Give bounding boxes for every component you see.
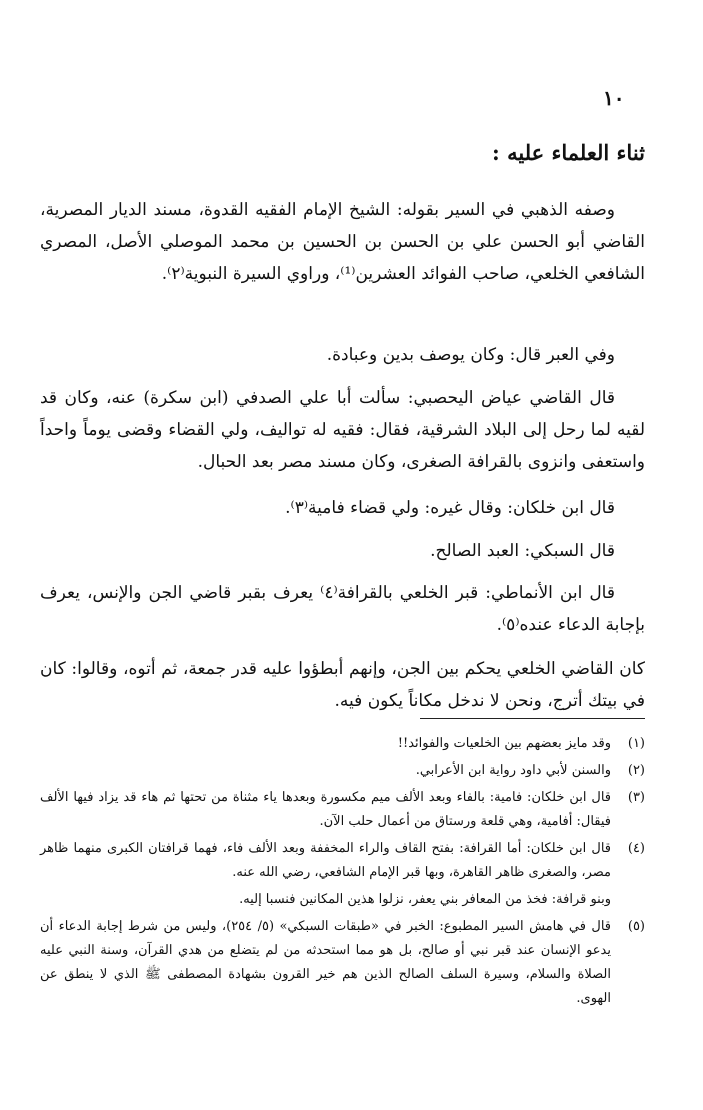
paragraph-zahabi: وصفه الذهبي في السير بقوله: الشيخ الإمام الفقيه القدوة، مسند الديار المصرية، القاضي أبو الحسن علي بن الحسن بن الحسين بن محمد الموصلي الأصل، المصري الشافعي الخلعي، صاحب الفوائد العشرين⁽¹⁾، وراوي السيرة النبوية⁽٢⁾.	[40, 200, 645, 284]
footnote-number: (٤)	[627, 841, 645, 856]
footnote-text: قال ابن خلكان: أما القرافة: بفتح القاف والراء المخففة وبعد الألف فاء، فهما قرافتان الكبرى منهما ظاهر مصر، والصغرى ظاهر القاهرة، وبها قبر الإمام الشافعي، رضي الله عنه.	[40, 841, 611, 880]
paragraph-iyad: قال القاضي عياض اليحصبي: سألت أبا علي الصدفي (ابن سكرة) عنه، وكان قد لقيه لما رحل إلى البلاد الشرقية، فقال: فقيه له تواليف، ولي القضاء وقضى يوماً واحداً واستعفى وانزوى بالقرافة الصغرى، وكان مسند مصر بعد الحبال.	[40, 388, 645, 472]
footnote-divider	[420, 718, 645, 719]
footnote	[40, 837, 645, 885]
footnotes	[40, 732, 645, 1014]
footnote-number: (٥)	[627, 919, 645, 934]
footnote	[40, 759, 645, 783]
footnote-text: وقد مايز بعضهم بين الخلعيات والفوائد!!	[397, 736, 611, 751]
paragraph-jinn: كان القاضي الخلعي يحكم بين الجن، وإنهم أبطؤوا عليه قدر جمعة، ثم أتوه، وقالوا: كان في بيتك أترج، ونحن لا ندخل مكاناً يكون فيه.	[40, 659, 645, 711]
footnote-number: (١)	[627, 736, 645, 751]
page-number: ١٠	[603, 86, 625, 110]
footnote-number: (٣)	[627, 790, 645, 805]
paragraph-ibn-khallikan: قال ابن خلكان: وقال غيره: ولي قضاء فامية⁽٣⁾.	[285, 498, 615, 518]
footnote-continuation: وبنو قرافة: فخذ من المعافر بني يعفر، نزلوا هذين المكانين فنسبا إليه.	[239, 892, 611, 907]
footnote-text: قال ابن خلكان: فامية: بالفاء وبعد الألف ميم مكسورة وبعدها ياء مثناة من تحتها ثم هاء قد يزاد فيها الألف فيقال: أفامية، وهي قلعة ورستاق من أعمال حلب الآن.	[40, 790, 611, 829]
paragraph-ibn-anmati: قال ابن الأنماطي: قبر الخلعي بالقرافة⁽٤⁾ يعرف بقبر قاضي الجن والإنس، يعرف بإجابة الدعاء عنده⁽٥⁾.	[40, 583, 645, 635]
footnote	[40, 915, 645, 1011]
paragraph-subki: قال السبكي: العبد الصالح.	[430, 541, 615, 561]
footnote-text: قال في هامش السير المطبوع: الخبر في «طبقات السبكي» (٥/ ٢٥٤)، وليس من شرط إجابة الدعاء أن يدعو الإنسان عند قبر نبي أو صالح، بل هو مما استحدثه من لم يتضلع من هدي القرآن، وسنة النبي عليه الصلاة والسلام، وسيرة السلف الصالح الذين هم خير القرون بشهادة المصطفى ﷺ الذي لا ينطق عن الهوى.	[40, 919, 612, 1006]
paragraph-ibar: وفي العبر قال: وكان يوصف بدين وعبادة.	[326, 345, 615, 365]
footnote-number: (٢)	[627, 763, 645, 778]
footnote-text: والسنن لأبي داود رواية ابن الأعرابي.	[415, 763, 611, 778]
footnote	[40, 786, 645, 834]
footnote	[40, 732, 645, 756]
section-heading: ثناء العلماء عليه :	[492, 140, 645, 165]
